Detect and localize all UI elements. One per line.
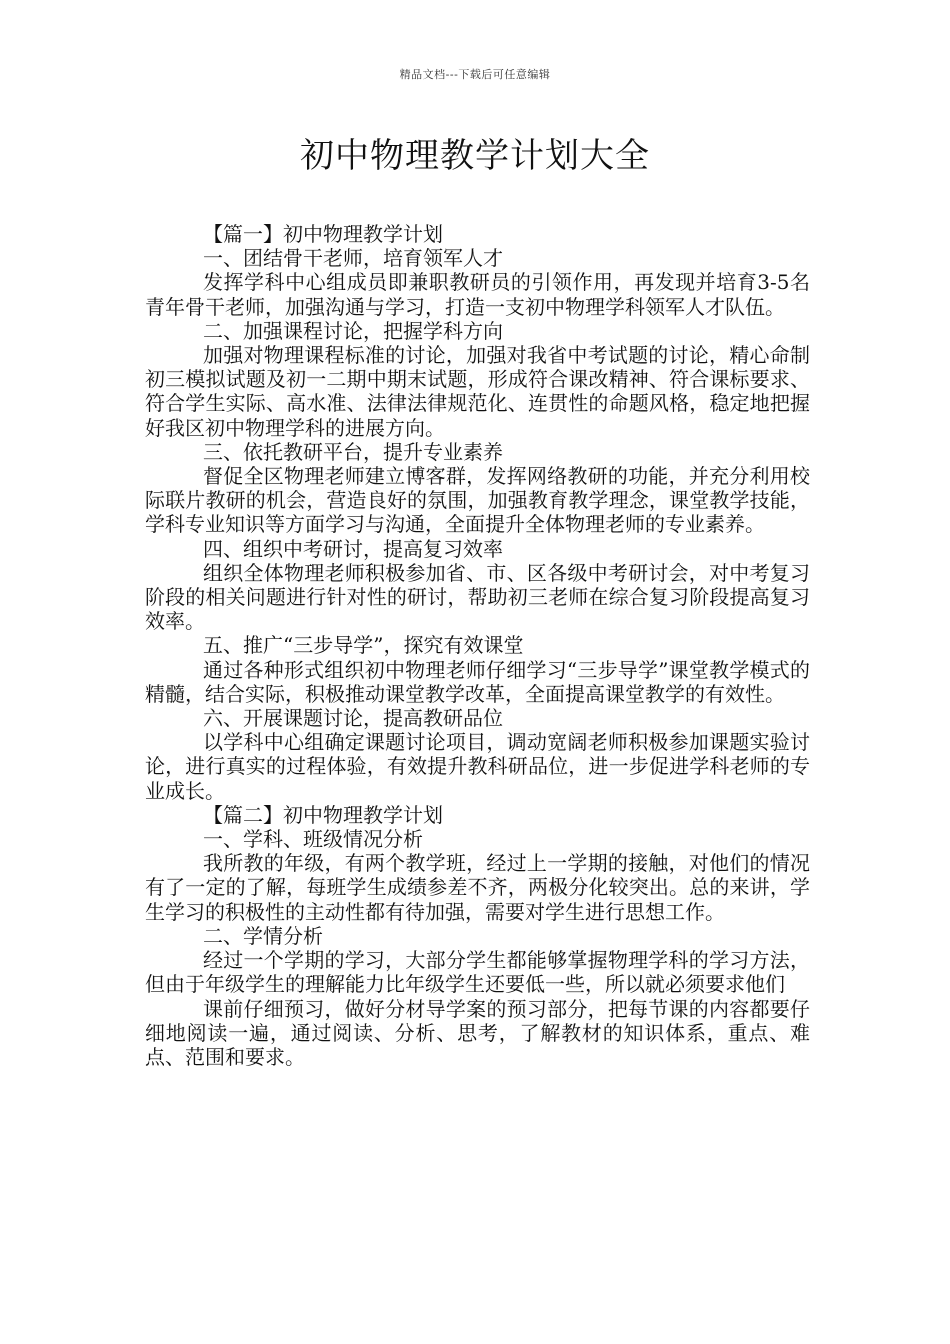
subsection-heading: 四、组织中考研讨，提高复习效率 <box>203 536 503 561</box>
section-heading: 【篇二】初中物理教学计划 <box>203 802 443 827</box>
body-paragraph: 课前仔细预习，做好分材导学案的预习部分，把每节课的内容都要仔细地阅读一遍，通过阅读、分析、思考，了解教材的知识体系，重点、难点、范围和要求。 <box>145 996 810 1069</box>
document-title: 初中物理教学计划大全 <box>300 136 650 176</box>
body-paragraph: 以学科中心组确定课题讨论项目，调动宽阔老师积极参加课题实验讨论，进行真实的过程体验，有效提升教科研品位，进一步促进学科老师的专业成长。 <box>145 730 810 803</box>
body-paragraph: 发挥学科中心组成员即兼职教研员的引领作用，再发现并培育3-5名青年骨干老师，加强沟通与学习，打造一支初中物理学科领军人才队伍。 <box>145 270 810 319</box>
section-heading: 【篇一】初中物理教学计划 <box>203 222 443 246</box>
subsection-heading: 一、团结骨干老师，培育领军人才 <box>203 246 503 271</box>
body-paragraph: 督促全区物理老师建立博客群，发挥网络教研的功能，并充分利用校际联片教研的机会，营造良好的氛围，加强教育教学理念，课堂教学技能，学科专业知识等方面学习与沟通，全面提升全体物理老师的专业素养。 <box>145 464 810 537</box>
page-header-note: 精品文档---下载后可任意编辑 <box>399 68 551 81</box>
subsection-heading: 三、依托教研平台，提升专业素养 <box>203 439 503 464</box>
body-paragraph: 我所教的年级，有两个教学班，经过上一学期的接触，对他们的情况有了一定的了解，每班学生成绩参差不齐，两极分化较突出。总的来讲，学生学习的积极性的主动性都有待加强，需要对学生进行思想工作。 <box>145 851 810 924</box>
body-paragraph: 经过一个学期的学习，大部分学生都能够掌握物理学科的学习方法，但由于年级学生的理解能力比年级学生还要低一些，所以就必须要求他们 <box>145 948 810 997</box>
document-body <box>145 222 810 1069</box>
subsection-heading: 二、加强课程讨论，把握学科方向 <box>203 318 503 343</box>
subsection-heading: 五、推广“三步导学”，探究有效课堂 <box>203 633 524 658</box>
subsection-heading: 一、学科、班级情况分析 <box>203 827 423 852</box>
body-paragraph: 加强对物理课程标准的讨论，加强对我省中考试题的讨论，精心命制初三模拟试题及初一二期中期末试题，形成符合课改精神、符合课标要求、符合学生实际、高水准、法律法律规范化、连贯性的命题风格，稳定地把握好我区初中物理学科的进展方向。 <box>145 343 810 440</box>
subsection-heading: 六、开展课题讨论，提高教研品位 <box>203 706 503 731</box>
body-paragraph: 组织全体物理老师积极参加省、市、区各级中考研讨会，对中考复习阶段的相关问题进行针对性的研讨，帮助初三老师在综合复习阶段提高复习效率。 <box>145 560 810 634</box>
body-paragraph: 通过各种形式组织初中物理老师仔细学习“三步导学”课堂教学模式的精髓，结合实际，积极推动课堂教学改革，全面提高课堂教学的有效性。 <box>145 657 810 706</box>
subsection-heading: 二、学情分析 <box>203 923 323 948</box>
